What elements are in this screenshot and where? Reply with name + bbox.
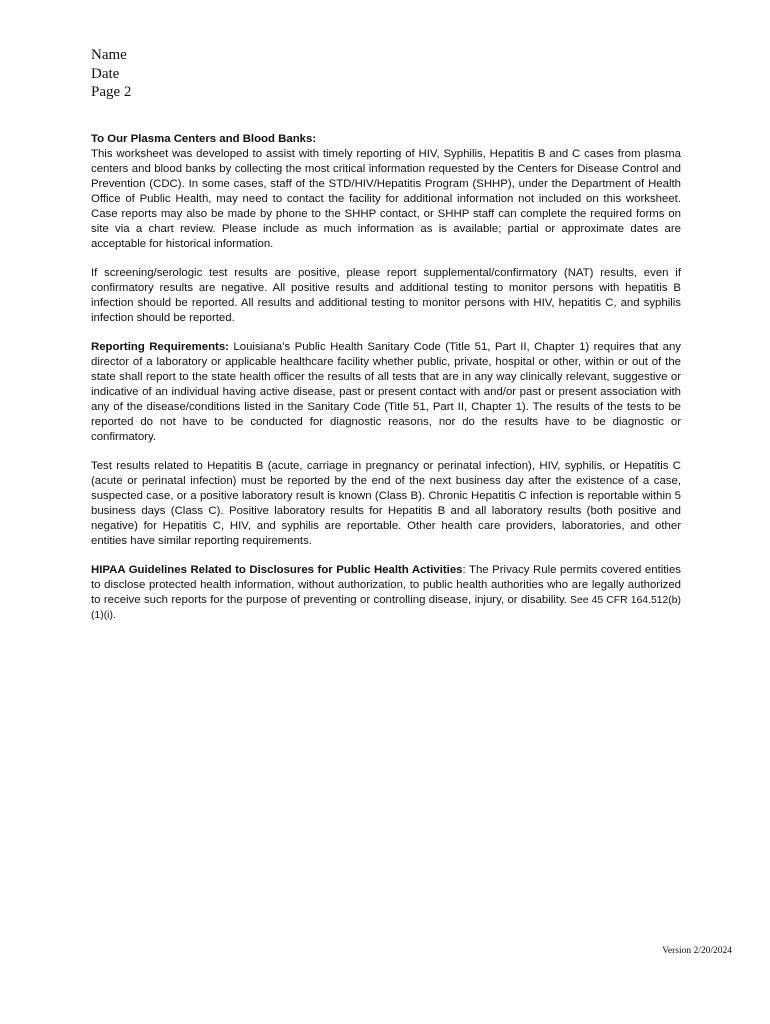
reporting-requirements-text: Louisiana’s Public Health Sanitary Code (Title 51, Part II, Chapter 1) requires that any director of a laboratory or applicable healthcare facility whether public, private, hospital or other, within or out of the state shall report to the state health officer the results of all tests that are in any way clinically relevant, suggestive or indicative of an individual having active disease, past or present contact with and/or past or present association with any of the disease/conditions listed in the Sanitary Code (Title 51, Part II, Chapter 1). The results of the tests to be reported do not have to be conducted for diagnostic reasons, nor do the results have to be diagnostic or confirmatory. bbox=[91, 341, 681, 443]
version-footer: Version 2/20/2024 bbox=[662, 946, 732, 956]
document-body bbox=[91, 132, 681, 637]
test-results-paragraph bbox=[91, 459, 681, 549]
name-label: Name bbox=[91, 47, 127, 63]
screening-paragraph bbox=[91, 266, 681, 326]
hipaa-text: : The Privacy Rule permits covered entities to disclose protected health information, without authorization, to public health authorities who are legally authorized to receive such reports for the purpose of preventing or controlling disease, injury, or disability. bbox=[91, 564, 681, 606]
screening-text: If screening/serologic test results are positive, please report supplemental/confirmatory (NAT) results, even if confirmatory results are negative. All positive results and additional testing to monitor persons with hepatitis B infection should be reported. All results and additional testing to monitor persons with HIV, hepatitis C, and syphilis infection should be reported. bbox=[91, 267, 681, 324]
hipaa-paragraph bbox=[91, 563, 681, 623]
reporting-requirements-label: Reporting Requirements: bbox=[91, 341, 229, 353]
page-header bbox=[91, 46, 131, 102]
page-number: Page 2 bbox=[91, 84, 132, 100]
reporting-requirements-paragraph bbox=[91, 340, 681, 445]
intro-text: This worksheet was developed to assist with timely reporting of HIV, Syphilis, Hepatitis B and C cases from plasma centers and blood banks by collecting the most critical information requested by the Centers for Disease Control and Prevention (CDC). In some cases, staff of the STD/HIV/Hepatitis Program (SHHP), under the Department of Health Office of Public Health, may need to contact the facility for additional information not included on this worksheet. Case reports may also be made by phone to the SHHP contact, or SHHP staff can complete the required forms on site via a chart review. Please include as much information as is available; partial or approximate dates are acceptable for historical information. bbox=[91, 148, 681, 250]
test-results-text: Test results related to Hepatitis B (acute, carriage in pregnancy or perinatal infection), HIV, syphilis, or Hepatitis C (acute or perinatal infection) must be reported by the end of the next business day after the existence of a case, suspected case, or a positive laboratory result is known (Class B). Chronic Hepatitis C infection is reportable within 5 business days (Class C). Positive laboratory results for Hepatitis B and all laboratory results (both positive and negative) for Hepatitis C, HIV, and syphilis are reportable. Other health care providers, laboratories, and other entities have similar reporting requirements. bbox=[91, 460, 681, 547]
date-label: Date bbox=[91, 65, 120, 82]
hipaa-label: HIPAA Guidelines Related to Disclosures for Public Health Activities bbox=[91, 564, 463, 576]
intro-paragraph bbox=[91, 132, 681, 252]
hipaa-citation: See 45 CFR 164.512(b)(1)(i). bbox=[91, 595, 681, 621]
intro-title: To Our Plasma Centers and Blood Banks: bbox=[91, 133, 317, 145]
